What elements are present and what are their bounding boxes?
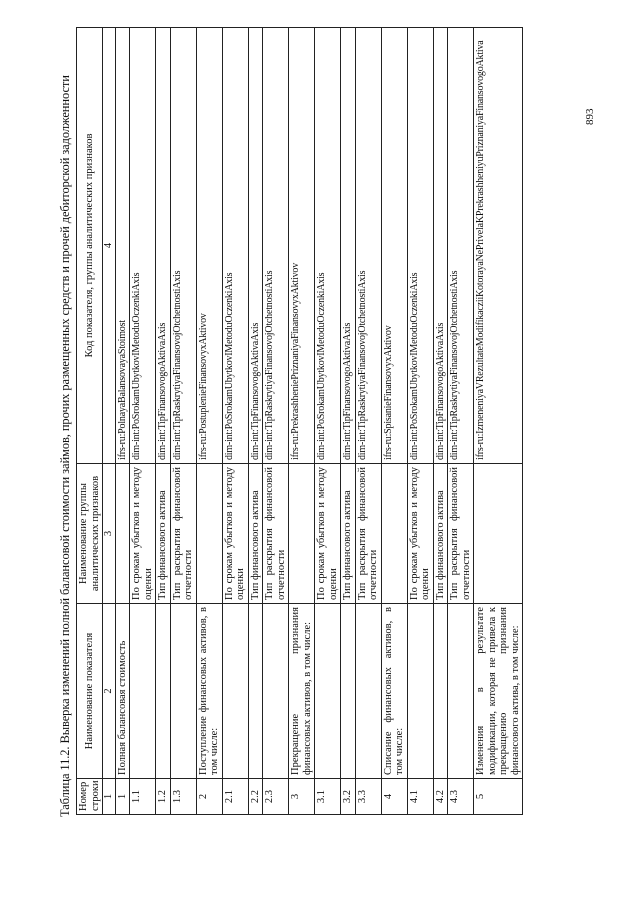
table-caption: Таблица 11.2. Выверка изменений полной балансовой стоимости займов, прочих размещенных средств и прочей дебиторской задолженности — [58, 75, 72, 817]
table-row — [407, 28, 433, 815]
indicator-name — [448, 604, 474, 779]
table-row — [315, 28, 341, 815]
column-number-row — [103, 28, 116, 815]
indicator-name — [170, 604, 196, 779]
row-number: 4 — [381, 779, 407, 815]
row-number: 5 — [474, 779, 523, 815]
table-row — [170, 28, 196, 815]
indicator-code: dim-int:PoSrokamUbytkovIMetoduOczenkiAxis — [222, 28, 248, 464]
indicator-code: dim-int:TipRaskrytiyaFinansovojOtchetnostiAxis — [263, 28, 289, 464]
table-row — [196, 28, 222, 815]
column-number: 1 — [103, 779, 116, 815]
table-row — [448, 28, 474, 815]
indicator-code: dim-int:TipFinansovogoAktivaAxis — [156, 28, 171, 464]
indicator-name: Прекращение признания финансовых активов, в том числе: — [289, 604, 315, 779]
row-number: 2.2 — [248, 779, 263, 815]
table-row — [222, 28, 248, 815]
indicator-name — [355, 604, 381, 779]
indicator-code: dim-int:PoSrokamUbytkovIMetoduOczenkiAxis — [130, 28, 156, 464]
indicator-name — [407, 604, 433, 779]
indicator-code: dim-int:PoSrokamUbytkovIMetoduOczenkiAxis — [315, 28, 341, 464]
row-number: 3 — [289, 779, 315, 815]
group-name — [115, 464, 130, 604]
indicator-name — [222, 604, 248, 779]
indicator-code: dim-int:TipRaskrytiyaFinansovojOtchetnostiAxis — [355, 28, 381, 464]
group-name: Тип финансового актива — [156, 464, 171, 604]
row-number: 4.2 — [433, 779, 448, 815]
row-number: 2.3 — [263, 779, 289, 815]
group-name — [474, 464, 523, 604]
group-name — [381, 464, 407, 604]
group-name: Тип финансового актива — [341, 464, 356, 604]
indicator-name — [263, 604, 289, 779]
indicator-name — [248, 604, 263, 779]
row-number: 3.1 — [315, 779, 341, 815]
data-table — [76, 27, 523, 815]
row-number: 3.3 — [355, 779, 381, 815]
indicator-name — [130, 604, 156, 779]
indicator-name — [156, 604, 171, 779]
indicator-code: ifrs-ru:PrekrashheniePriznaniyaFinansovyxAktivov — [289, 28, 315, 464]
row-number: 1.2 — [156, 779, 171, 815]
group-name: По срокам убытков и методу оценки — [130, 464, 156, 604]
indicator-name — [433, 604, 448, 779]
group-name: Тип финансового актива — [248, 464, 263, 604]
group-name — [289, 464, 315, 604]
row-number: 2 — [196, 779, 222, 815]
table-row — [248, 28, 263, 815]
indicator-name: Поступление финансовых активов, в том числе: — [196, 604, 222, 779]
indicator-code: ifrs-ru:SpisanieFinansovyxAktivov — [381, 28, 407, 464]
header-col-2: Наименование показателя — [77, 604, 103, 779]
indicator-code: dim-int:TipRaskrytiyaFinansovojOtchetnostiAxis — [170, 28, 196, 464]
indicator-name: Списание финансовых активов, в том числе: — [381, 604, 407, 779]
table-row — [130, 28, 156, 815]
group-name — [196, 464, 222, 604]
column-number: 4 — [103, 28, 116, 464]
group-name: По срокам убытков и методу оценки — [315, 464, 341, 604]
row-number: 1.3 — [170, 779, 196, 815]
indicator-code: dim-int:TipFinansovogoAktivaAxis — [248, 28, 263, 464]
table-row — [355, 28, 381, 815]
group-name: По срокам убытков и методу оценки — [222, 464, 248, 604]
table-row — [156, 28, 171, 815]
indicator-code: dim-int:TipRaskrytiyaFinansovojOtchetnostiAxis — [448, 28, 474, 464]
row-number: 2.1 — [222, 779, 248, 815]
indicator-name — [341, 604, 356, 779]
group-name: Тип финансового актива — [433, 464, 448, 604]
indicator-code: dim-int:TipFinansovogoAktivaAxis — [341, 28, 356, 464]
column-number: 2 — [103, 604, 116, 779]
header-col-1: Номер строки — [77, 779, 103, 815]
indicator-code: dim-int:PoSrokamUbytkovIMetoduOczenkiAxis — [407, 28, 433, 464]
row-number: 3.2 — [341, 779, 356, 815]
indicator-name: Полная балансовая стоимость — [115, 604, 130, 779]
header-col-3: Наименование группы аналитических признаков — [77, 464, 103, 604]
group-name: Тип раскрытия финансовой отчетности — [355, 464, 381, 604]
indicator-name: Изменения в результате модификации, которая не привела к прекращению признания финансового актива, в том числе: — [474, 604, 523, 779]
indicator-code: ifrs-ru:PolnayaBalansovayaStoimost — [115, 28, 130, 464]
row-number: 4.1 — [407, 779, 433, 815]
group-name: Тип раскрытия финансовой отчетности — [448, 464, 474, 604]
indicator-name — [315, 604, 341, 779]
table-row — [433, 28, 448, 815]
header-row — [77, 28, 103, 815]
table-row — [381, 28, 407, 815]
group-name: По срокам убытков и методу оценки — [407, 464, 433, 604]
group-name: Тип раскрытия финансовой отчетности — [170, 464, 196, 604]
table-row — [474, 28, 523, 815]
indicator-code: ifrs-ru:IzmeneniyaVRezultateModifikacziiKotorayaNePrivelaKPrekrashheniyuPriznaniyaFinansovogoAktiva — [474, 28, 523, 464]
page-number: 893 — [584, 108, 596, 125]
table-row — [263, 28, 289, 815]
column-number: 3 — [103, 464, 116, 604]
row-number: 4.3 — [448, 779, 474, 815]
table-row — [289, 28, 315, 815]
indicator-code: dim-int:TipFinansovogoAktivaAxis — [433, 28, 448, 464]
row-number: 1 — [115, 779, 130, 815]
header-col-4: Код показателя, группы аналитических признаков — [77, 28, 103, 464]
row-number: 1.1 — [130, 779, 156, 815]
table-row — [115, 28, 130, 815]
table-row — [341, 28, 356, 815]
indicator-code: ifrs-ru:PostuplenieFinansovyxAktivov — [196, 28, 222, 464]
group-name: Тип раскрытия финансовой отчетности — [263, 464, 289, 604]
